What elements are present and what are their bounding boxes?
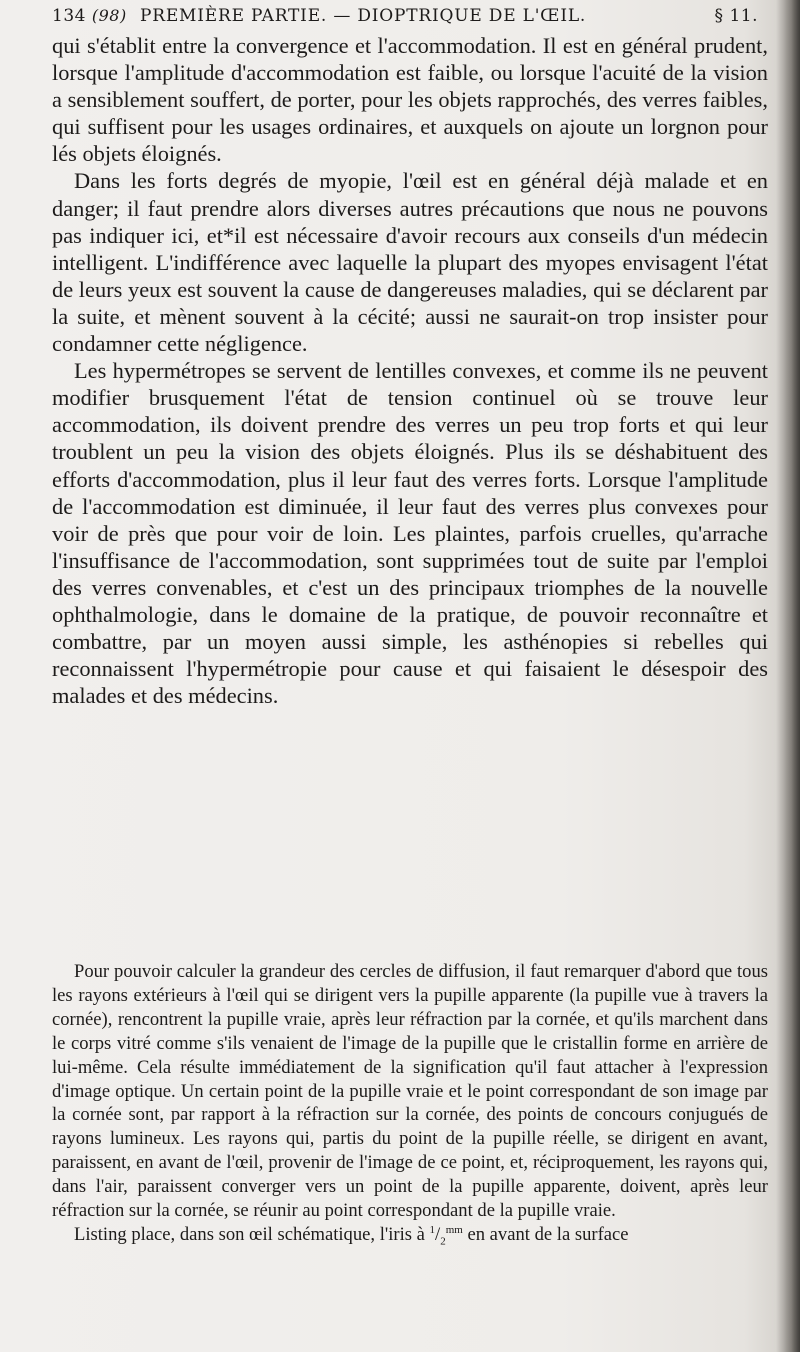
body-paragraph: qui s'établit entre la convergence et l'accommodation. Il est en général prudent, lorsque l'amplitude d'accommodation est faible, ou lorsque l'acuité de la vision a sensiblement souffert, de porter, pour les objets rapprochés, des verres faibles, qui suffisent pour les usages ordinaires, et auxquels on ajoute un lorgnon pour lés objets éloignés.: [52, 33, 768, 167]
running-title: PREMIÈRE PARTIE. — DIOPTRIQUE DE L'ŒIL.: [140, 6, 587, 26]
note-text: [52, 960, 768, 1247]
main-body-text: [52, 32, 768, 709]
page-edge-shadow: [784, 0, 800, 1352]
running-header: [52, 6, 772, 32]
note-paragraph: Pour pouvoir calculer la grandeur des cercles de diffusion, il faut remarquer d'abord que tous les rayons extérieurs à l'œil qui se dirigent vers la pupille apparente (la pupille vue à travers la cornée), rencontrent la pupille vraie, après leur réfraction par la cornée, et qu'ils marchent dans le corps vitré comme s'ils venaient de l'image de la pupille que le cristallin forme en arrière de lui-même. Cela résulte immédiatement de la signification qu'il faut attacher à l'expression d'image optique. Un certain point de la pupille vraie et le point correspondant de son image par la cornée sont, par rapport à la réfraction sur la cornée, des points de concours conjugués de rayons lumineux. Les rayons qui, partis du point de la pupille réelle, se dirigent en avant, paraissent, en avant de l'œil, provenir de l'image de ce point, et, réciproquement, les rayons qui, dans l'air, paraissent converger vers un point de la pupille apparente, doivent, après leur réfraction sur la cornée, se réunir au point correspondant de la pupille vraie.: [52, 961, 768, 1222]
page-number: 134 (98): [52, 6, 127, 26]
body-paragraph: Dans les forts degrés de myopie, l'œil est en général déjà malade et en danger; il faut prendre alors diverses autres précautions que nous ne pouvons pas indiquer ici, et*il est nécessaire d'avoir recours aux conseils d'un médecin intelligent. L'indifférence avec laquelle la plupart des myopes envisagent l'état de leurs yeux est souvent la cause de dangereuses maladies, qui se déclarent par la suite, et mènent souvent à la cécité; aussi ne saurait-on trop insister pour condamner cette négligence.: [52, 168, 768, 357]
section-number: § 11.: [714, 6, 758, 26]
note-paragraph: Listing place, dans son œil schématique, l'iris à $^1/_2^{mm}$ en avant de la surface: [74, 1223, 629, 1248]
body-paragraph: Les hypermétropes se servent de lentilles convexes, et comme ils ne peuvent modifier brusquement l'état de tension continuel où se trouve leur accommodation, ils doivent prendre des verres un peu trop forts et qui leur troublent un peu la vision des objets éloignés. Plus ils se déshabituent des efforts d'accommodation, plus il leur faut des verres forts. Lorsque l'amplitude de l'accommodation est diminuée, il leur faut des verres plus convexes pour voir de près que pour voir de loin. Les plaintes, parfois cruelles, qu'arrache l'insuffisance de l'accommodation, sont supprimées tout de suite par l'emploi des verres convenables, et c'est un des principaux triomphes de la nouvelle ophthalmologie, dans le domaine de la pratique, de pouvoir reconnaître et combattre, par un moyen aussi simple, les asthénopies si rebelles qui reconnaissent l'hypermétropie pour cause et qui faisaient le désespoir des malades et des médecins.: [52, 358, 768, 709]
